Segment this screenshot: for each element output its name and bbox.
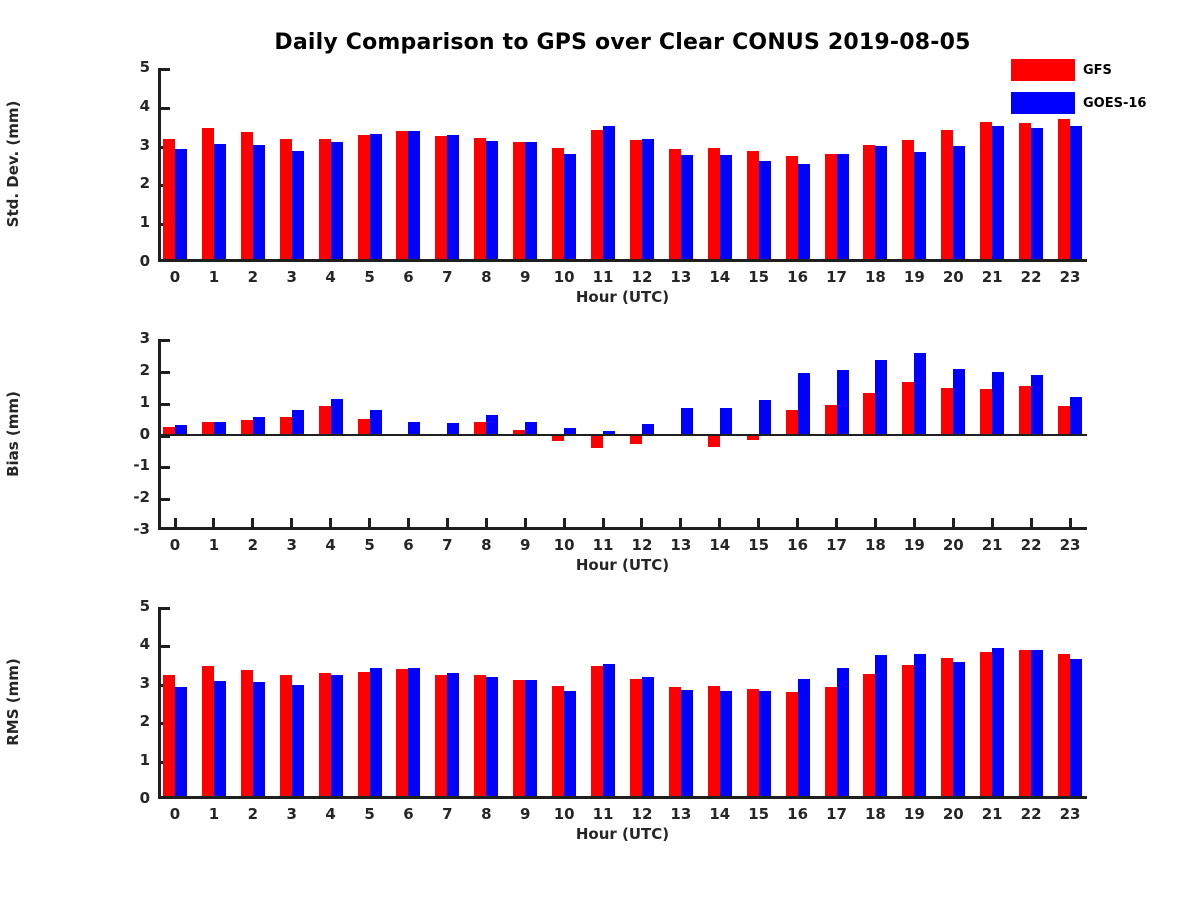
x-tick-label: 11 (592, 268, 614, 286)
x-tick (835, 518, 838, 527)
bar-gfs-hour-19 (902, 382, 914, 435)
bar-gfs-hour-4 (319, 673, 331, 799)
x-tick-label: 10 (553, 268, 575, 286)
bar-gfs-hour-16 (786, 410, 798, 435)
x-tick-label: 10 (553, 805, 575, 823)
x-tick-label: 16 (787, 805, 809, 823)
x-tick-label: 10 (553, 536, 575, 554)
bar-goes16-hour-8 (486, 415, 498, 435)
bar-gfs-hour-6 (396, 131, 408, 262)
bar-goes16-hour-5 (370, 134, 382, 262)
bar-goes16-hour-5 (370, 668, 382, 799)
x-tick-label: 2 (247, 805, 259, 823)
x-tick (796, 518, 799, 527)
x-tick-label: 15 (748, 536, 770, 554)
bar-goes16-hour-3 (292, 151, 304, 262)
bar-gfs-hour-22 (1019, 123, 1031, 262)
bar-gfs-hour-12 (630, 140, 642, 262)
bar-gfs-hour-0 (163, 139, 175, 262)
x-tick-label: 19 (903, 268, 925, 286)
y-tick-label: 5 (139, 597, 150, 615)
y-axis-label: Std. Dev. (mm) (4, 100, 22, 228)
bar-goes16-hour-15 (759, 161, 771, 262)
bar-goes16-hour-19 (914, 654, 926, 799)
bar-gfs-hour-5 (358, 672, 370, 799)
bar-goes16-hour-2 (253, 682, 265, 799)
x-tick (640, 518, 643, 527)
bar-gfs-hour-2 (241, 132, 253, 262)
bar-gfs-hour-22 (1019, 650, 1031, 799)
x-tick (874, 518, 877, 527)
bar-goes16-hour-16 (798, 164, 810, 262)
x-tick (991, 518, 994, 527)
y-axis-label: Bias (mm) (4, 390, 22, 477)
x-tick-label: 8 (481, 805, 492, 823)
zero-line (158, 434, 1087, 436)
x-tick-label: 4 (325, 268, 336, 286)
bar-goes16-hour-4 (331, 675, 343, 799)
x-tick-label: 22 (1020, 536, 1042, 554)
bar-goes16-hour-20 (953, 662, 965, 799)
bar-goes16-hour-9 (525, 142, 537, 262)
y-tick-label: 5 (139, 58, 150, 76)
x-tick (563, 518, 566, 527)
bar-gfs-hour-9 (513, 142, 525, 262)
x-tick-label: 23 (1059, 536, 1081, 554)
bar-gfs-hour-7 (435, 136, 447, 262)
bar-gfs-hour-5 (358, 419, 370, 435)
x-tick (446, 518, 449, 527)
y-tick-label: 1 (139, 750, 150, 769)
bar-gfs-hour-1 (202, 666, 214, 799)
x-tick-label: 17 (826, 805, 847, 823)
x-tick-label: 7 (442, 536, 453, 554)
bar-gfs-hour-14 (708, 435, 720, 448)
plot-area (4, 329, 1087, 574)
y-tick (161, 339, 170, 342)
bar-goes16-hour-15 (759, 691, 771, 799)
bar-gfs-hour-23 (1058, 119, 1070, 262)
x-tick-label: 5 (364, 805, 375, 823)
bar-goes16-hour-0 (175, 687, 187, 799)
plot-area (4, 597, 1087, 843)
bar-gfs-hour-3 (280, 675, 292, 799)
x-tick-label: 17 (826, 536, 847, 554)
x-tick (1030, 518, 1033, 527)
y-tick (161, 371, 170, 374)
bar-goes16-hour-7 (447, 135, 459, 262)
x-tick (407, 518, 410, 527)
y-tick-label: -1 (133, 456, 150, 475)
bar-gfs-hour-8 (474, 675, 486, 799)
x-axis (158, 527, 1087, 530)
bar-gfs-hour-5 (358, 135, 370, 262)
bar-goes16-hour-17 (837, 370, 849, 434)
bar-goes16-hour-6 (408, 668, 420, 799)
y-tick-label: 2 (139, 360, 150, 379)
bar-goes16-hour-2 (253, 417, 265, 435)
x-tick (174, 518, 177, 527)
x-tick-label: 12 (631, 268, 653, 286)
bar-gfs-hour-22 (1019, 386, 1031, 434)
bar-gfs-hour-16 (786, 692, 798, 799)
y-tick-label: 0 (139, 789, 150, 807)
bar-goes16-hour-18 (875, 360, 887, 435)
bar-gfs-hour-12 (630, 679, 642, 799)
x-tick-label: 0 (169, 805, 181, 823)
x-tick-label: 1 (208, 536, 220, 554)
x-tick-label: 6 (403, 805, 414, 823)
bar-gfs-hour-4 (319, 139, 331, 262)
bar-gfs-hour-19 (902, 140, 914, 262)
bar-goes16-hour-21 (992, 372, 1004, 434)
bar-goes16-hour-4 (331, 142, 343, 262)
bar-goes16-hour-18 (875, 146, 887, 262)
bar-goes16-hour-21 (992, 126, 1004, 262)
bar-gfs-hour-20 (941, 388, 953, 434)
x-tick-label: 4 (325, 805, 336, 823)
bar-gfs-hour-23 (1058, 654, 1070, 799)
x-tick-label: 0 (169, 268, 181, 286)
x-tick-label: 12 (631, 536, 653, 554)
bar-gfs-hour-10 (552, 148, 564, 262)
bar-gfs-hour-17 (825, 154, 837, 262)
bar-gfs-hour-17 (825, 405, 837, 435)
bar-goes16-hour-1 (214, 144, 226, 262)
x-tick-label: 18 (864, 805, 886, 823)
bar-goes16-hour-23 (1070, 397, 1082, 435)
bar-gfs-hour-9 (513, 680, 525, 799)
x-tick-label: 21 (981, 268, 1003, 286)
bar-gfs-hour-15 (747, 689, 759, 799)
bar-gfs-hour-13 (669, 149, 681, 262)
y-tick-label: 2 (139, 174, 150, 193)
y-tick (161, 403, 170, 406)
x-tick (485, 518, 488, 527)
x-tick (524, 518, 527, 527)
bar-goes16-hour-14 (720, 691, 732, 799)
y-tick-label: 2 (139, 712, 150, 731)
x-tick-label: 9 (519, 805, 531, 823)
bar-goes16-hour-7 (447, 673, 459, 799)
bar-goes16-hour-0 (175, 149, 187, 262)
bar-goes16-hour-16 (798, 373, 810, 434)
bar-goes16-hour-2 (253, 145, 265, 262)
y-axis-label: RMS (mm) (4, 658, 22, 746)
y-tick-label: 4 (139, 96, 150, 115)
x-tick-label: 20 (942, 268, 964, 286)
bar-gfs-hour-18 (863, 674, 875, 799)
bar-goes16-hour-11 (603, 126, 615, 262)
x-tick-label: 3 (286, 268, 297, 286)
y-tick (161, 466, 170, 469)
y-tick-label: 4 (139, 635, 150, 654)
x-tick (952, 518, 955, 527)
chart-title: Daily Comparison to GPS over Clear CONUS 2019-08-05 (274, 30, 971, 55)
x-tick-label: 14 (709, 805, 731, 823)
x-tick-label: 6 (403, 268, 414, 286)
y-axis (158, 607, 161, 799)
y-tick-label: 3 (139, 329, 150, 347)
x-tick-label: 3 (286, 536, 297, 554)
x-axis (158, 259, 1087, 262)
bar-gfs-hour-8 (474, 138, 486, 262)
legend-label: GFS (1083, 63, 1112, 78)
bar-goes16-hour-13 (681, 155, 693, 262)
x-tick-label: 22 (1020, 805, 1042, 823)
x-tick-label: 21 (981, 805, 1003, 823)
y-tick-label: 1 (139, 392, 150, 411)
x-tick-label: 18 (864, 268, 886, 286)
bar-gfs-hour-11 (591, 666, 603, 799)
x-tick-label: 4 (325, 536, 336, 554)
x-tick-label: 21 (981, 536, 1003, 554)
y-tick-label: -2 (133, 488, 150, 507)
y-tick (161, 645, 170, 648)
x-tick-label: 9 (519, 536, 531, 554)
bar-goes16-hour-15 (759, 400, 771, 434)
bar-gfs-hour-14 (708, 686, 720, 799)
x-tick (757, 518, 760, 527)
x-tick-label: 9 (519, 268, 531, 286)
bar-gfs-hour-16 (786, 156, 798, 262)
bar-goes16-hour-14 (720, 408, 732, 434)
bar-gfs-hour-13 (669, 687, 681, 799)
x-tick-label: 5 (364, 536, 375, 554)
bar-goes16-hour-22 (1031, 650, 1043, 799)
x-tick-label: 16 (787, 268, 809, 286)
x-tick-label: 12 (631, 805, 653, 823)
x-tick-label: 2 (247, 536, 259, 554)
x-tick-label: 15 (748, 268, 770, 286)
bar-gfs-hour-18 (863, 393, 875, 434)
bar-goes16-hour-12 (642, 677, 654, 799)
bar-goes16-hour-21 (992, 648, 1004, 799)
bar-gfs-hour-2 (241, 420, 253, 434)
bar-goes16-hour-16 (798, 679, 810, 799)
bar-gfs-hour-11 (591, 435, 603, 449)
x-tick-label: 23 (1059, 805, 1081, 823)
bar-goes16-hour-20 (953, 369, 965, 434)
bar-goes16-hour-4 (331, 399, 343, 434)
bar-gfs-hour-19 (902, 665, 914, 799)
x-tick-label: 2 (247, 268, 259, 286)
x-tick (329, 518, 332, 527)
x-tick-label: 17 (826, 268, 847, 286)
x-tick-label: 8 (481, 268, 492, 286)
x-axis-label: Hour (UTC) (575, 556, 670, 574)
x-tick-label: 8 (481, 536, 492, 554)
bar-goes16-hour-19 (914, 152, 926, 262)
x-tick (913, 518, 916, 527)
bar-gfs-hour-3 (280, 139, 292, 262)
y-tick-label: -3 (133, 520, 150, 538)
bar-gfs-hour-20 (941, 130, 953, 262)
x-axis-label: Hour (UTC) (575, 288, 670, 306)
x-tick-label: 13 (670, 536, 692, 554)
bar-goes16-hour-10 (564, 154, 576, 262)
legend-label: GOES-16 (1083, 96, 1147, 111)
bar-goes16-hour-22 (1031, 128, 1043, 262)
x-tick-label: 3 (286, 805, 297, 823)
x-tick-label: 11 (592, 536, 614, 554)
bar-gfs-hour-20 (941, 658, 953, 799)
x-axis (158, 796, 1087, 799)
bar-goes16-hour-3 (292, 685, 304, 799)
x-tick (602, 518, 605, 527)
bar-goes16-hour-23 (1070, 659, 1082, 799)
bar-goes16-hour-11 (603, 664, 615, 799)
bar-gfs-hour-23 (1058, 406, 1070, 435)
bar-goes16-hour-9 (525, 680, 537, 799)
x-tick-label: 23 (1059, 268, 1081, 286)
bar-goes16-hour-14 (720, 155, 732, 262)
y-tick (161, 107, 170, 110)
bar-gfs-hour-3 (280, 417, 292, 435)
x-tick-label: 1 (208, 268, 220, 286)
bar-goes16-hour-13 (681, 408, 693, 434)
x-tick-label: 20 (942, 805, 964, 823)
y-axis (158, 68, 161, 262)
bar-gfs-hour-10 (552, 686, 564, 799)
x-tick-label: 6 (403, 536, 414, 554)
bar-goes16-hour-6 (408, 131, 420, 262)
bar-gfs-hour-2 (241, 670, 253, 799)
y-tick-label: 1 (139, 213, 150, 232)
bar-goes16-hour-1 (214, 681, 226, 799)
bar-goes16-hour-20 (953, 146, 965, 262)
x-tick-label: 22 (1020, 268, 1042, 286)
x-tick-label: 16 (787, 536, 809, 554)
bar-gfs-hour-18 (863, 145, 875, 262)
x-tick (251, 518, 254, 527)
bar-goes16-hour-18 (875, 655, 887, 799)
x-tick (1069, 518, 1072, 527)
bar-goes16-hour-8 (486, 677, 498, 799)
bar-goes16-hour-10 (564, 691, 576, 799)
bar-gfs-hour-14 (708, 148, 720, 262)
bar-goes16-hour-12 (642, 139, 654, 262)
bar-goes16-hour-3 (292, 410, 304, 435)
bar-goes16-hour-22 (1031, 375, 1043, 435)
x-tick-label: 7 (442, 268, 453, 286)
x-tick (290, 518, 293, 527)
x-tick-label: 1 (208, 805, 220, 823)
y-tick-label: 3 (139, 673, 150, 692)
x-tick (718, 518, 721, 527)
x-tick-label: 14 (709, 268, 731, 286)
x-tick (368, 518, 371, 527)
bar-goes16-hour-17 (837, 154, 849, 262)
x-tick-label: 7 (442, 805, 453, 823)
bar-gfs-hour-21 (980, 122, 992, 262)
bar-gfs-hour-6 (396, 669, 408, 799)
x-tick-label: 5 (364, 268, 375, 286)
x-tick (212, 518, 215, 527)
y-tick-label: 3 (139, 135, 150, 154)
x-tick-label: 19 (903, 536, 925, 554)
y-tick-label: 0 (139, 252, 150, 270)
x-tick-label: 14 (709, 536, 731, 554)
bar-gfs-hour-21 (980, 389, 992, 434)
x-tick (679, 518, 682, 527)
x-tick-label: 20 (942, 536, 964, 554)
x-tick-label: 11 (592, 805, 614, 823)
bar-gfs-hour-0 (163, 675, 175, 799)
bar-goes16-hour-17 (837, 668, 849, 799)
y-tick (161, 498, 170, 501)
bar-gfs-hour-1 (202, 128, 214, 262)
x-tick-label: 13 (670, 805, 692, 823)
y-tick (161, 607, 170, 610)
bar-gfs-hour-21 (980, 652, 992, 799)
x-axis-label: Hour (UTC) (575, 825, 670, 843)
bar-goes16-hour-8 (486, 141, 498, 262)
y-tick-label: 0 (139, 424, 150, 443)
bar-goes16-hour-19 (914, 353, 926, 434)
bar-goes16-hour-5 (370, 410, 382, 435)
plot-area (4, 58, 1087, 306)
x-tick-label: 19 (903, 805, 925, 823)
bar-goes16-hour-13 (681, 690, 693, 799)
bar-gfs-hour-4 (319, 406, 331, 435)
y-tick (161, 68, 170, 71)
bar-goes16-hour-23 (1070, 126, 1082, 262)
bar-gfs-hour-12 (630, 435, 642, 445)
x-tick-label: 15 (748, 805, 770, 823)
x-tick-label: 18 (864, 536, 886, 554)
bar-gfs-hour-15 (747, 151, 759, 262)
bar-gfs-hour-17 (825, 687, 837, 799)
x-tick-label: 13 (670, 268, 692, 286)
x-tick-label: 0 (169, 536, 181, 554)
bar-gfs-hour-7 (435, 675, 447, 799)
bar-gfs-hour-11 (591, 130, 603, 262)
